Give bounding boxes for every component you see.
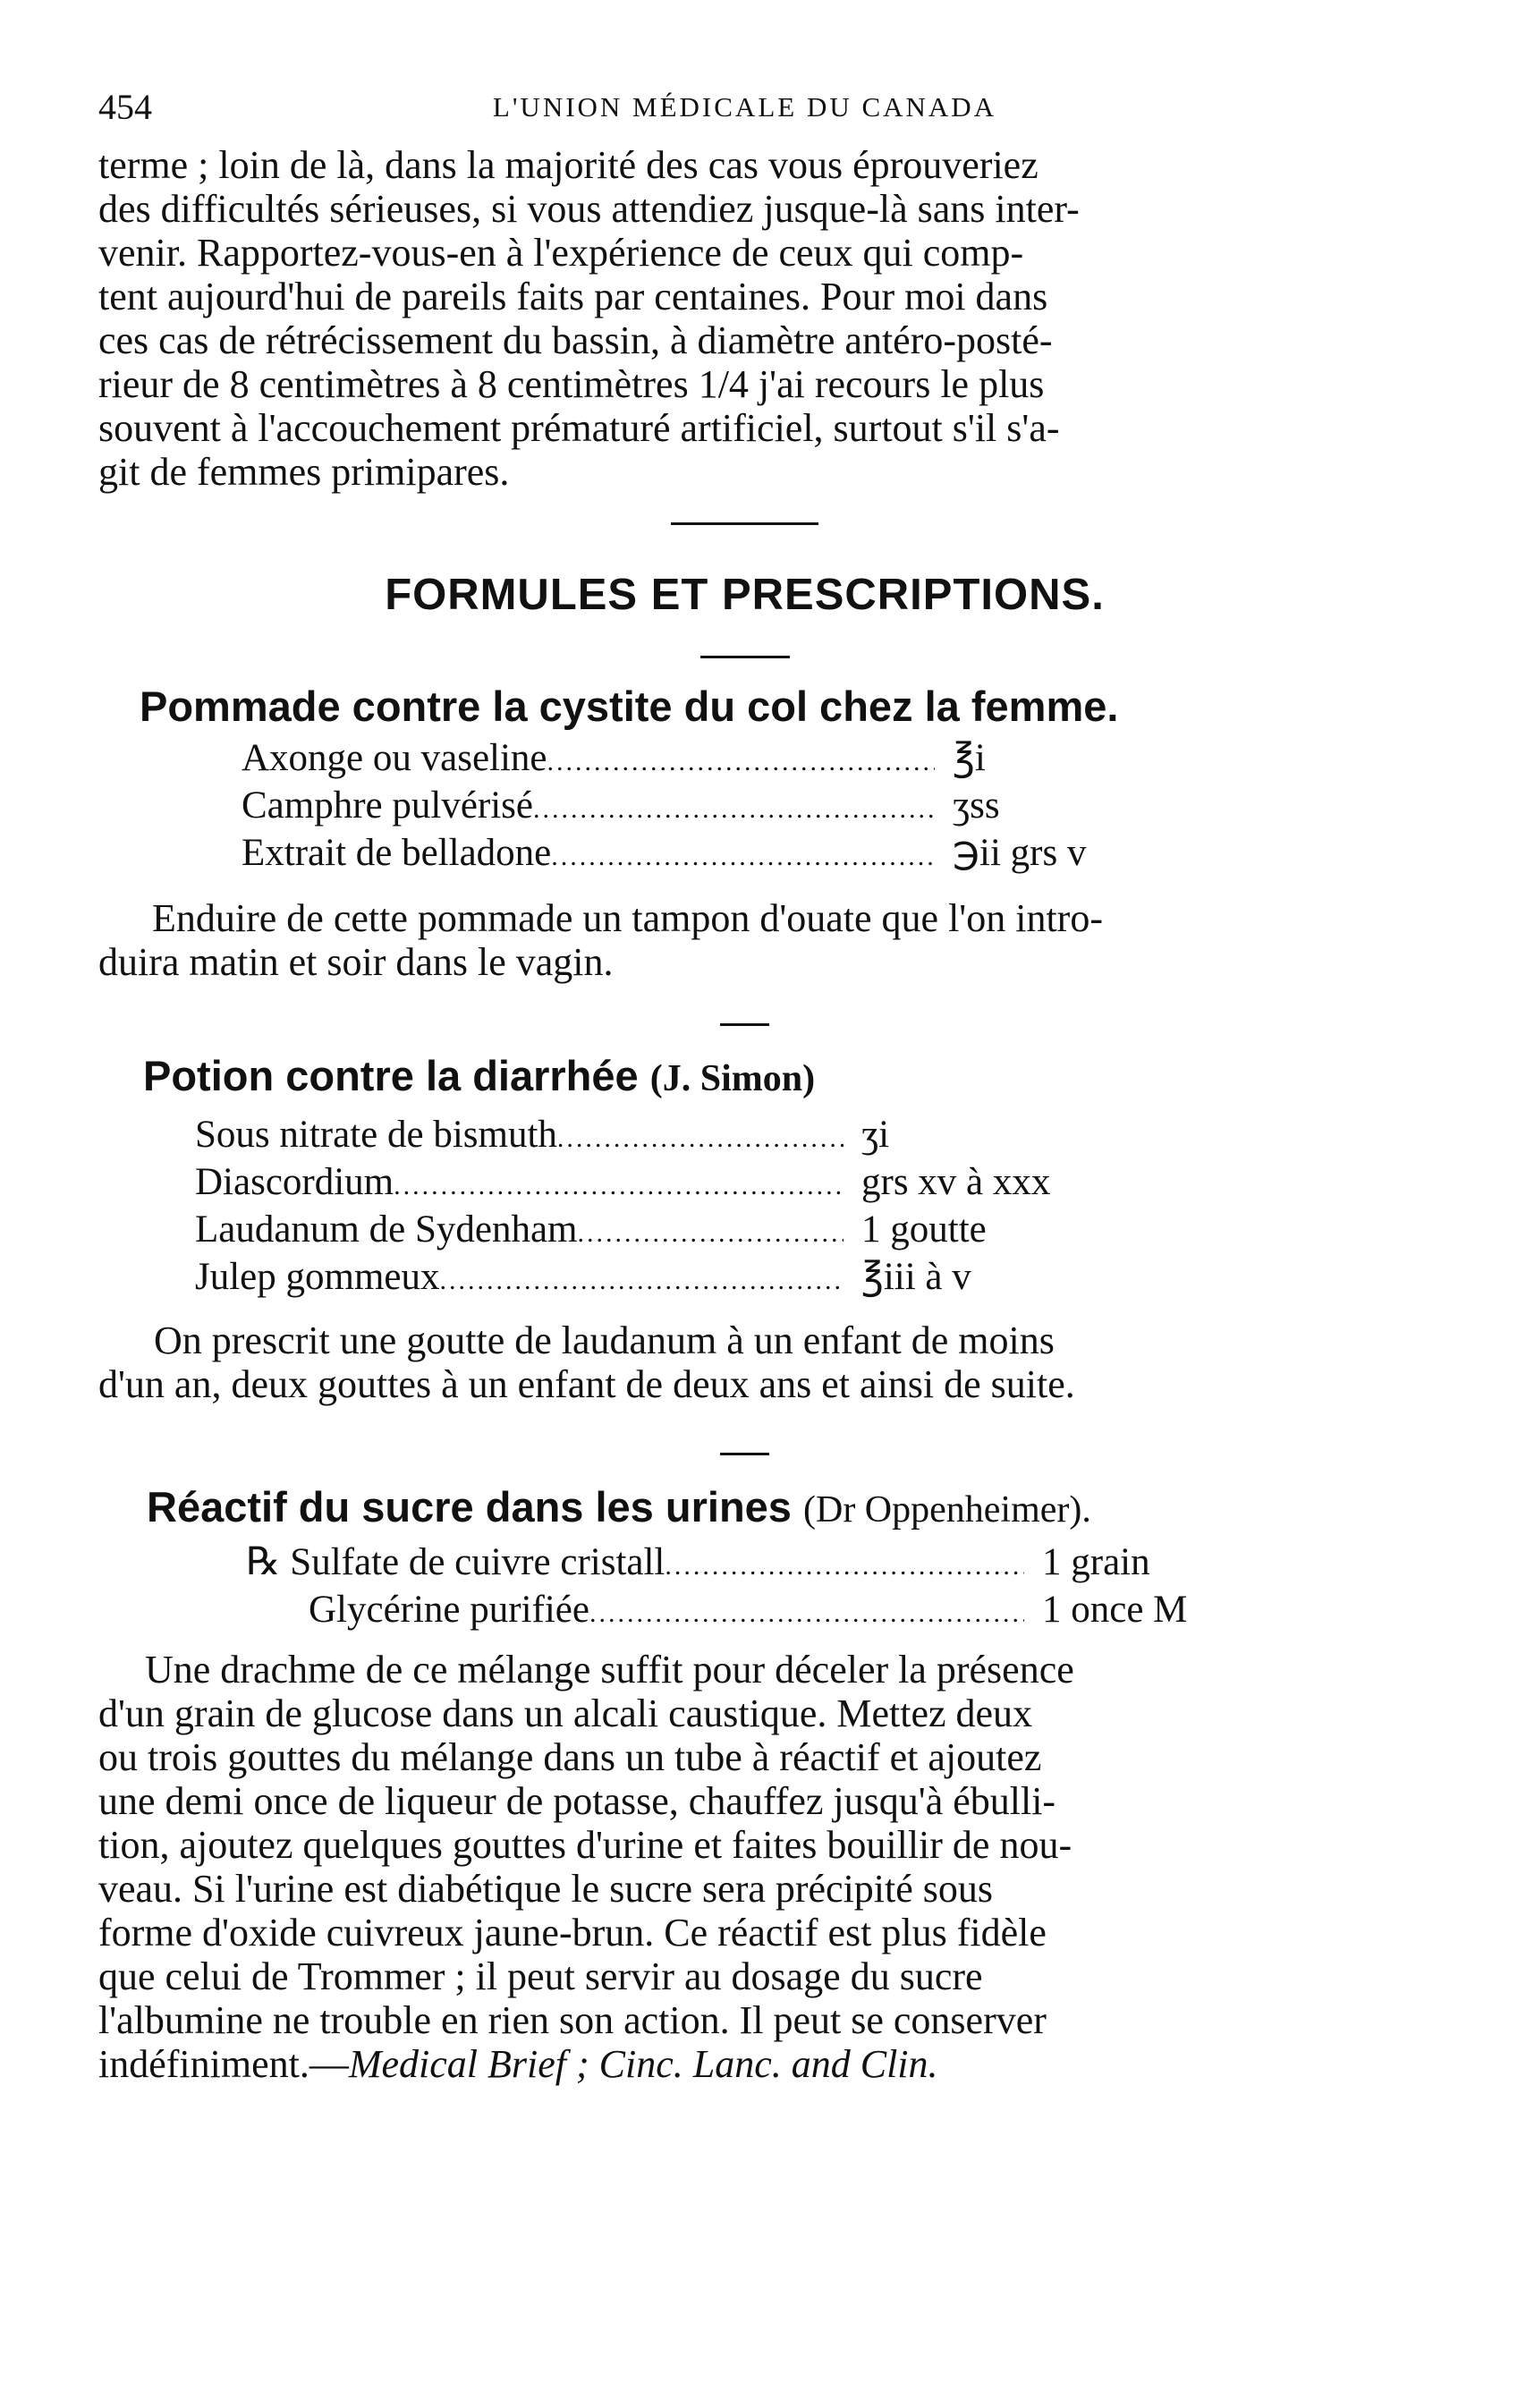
text-line: Une drachme de ce mélange suffit pour déceler la présence [145, 1648, 1074, 1692]
section-title: FORMULES ET PRESCRIPTIONS. [385, 571, 1105, 619]
ingredient-name: Extrait de belladone [242, 832, 552, 874]
formula-author: (Dr Oppenheimer). [803, 1489, 1091, 1530]
leader-dots [533, 787, 935, 831]
text-line: tent aujourd'hui de pareils faits par centaines. Pour moi dans [98, 275, 1048, 318]
text-line: ou trois gouttes du mélange dans un tube à réactif et ajoutez [98, 1735, 1042, 1779]
ingredient-row [246, 1540, 1239, 1588]
closing-text: indéfiniment.— [98, 2042, 349, 2086]
source-citation: Medical Brief ; Cinc. Lanc. and Clin. [348, 2042, 938, 2086]
ingredient-name: Julep gommeux [195, 1256, 440, 1298]
formula-title-text: Potion contre la diarrhée [143, 1052, 639, 1099]
leader-dots [665, 1544, 1024, 1588]
ingredient-name: Glycérine purifiée [309, 1589, 589, 1631]
ingredient-amount: 1 grain [1042, 1541, 1150, 1583]
text-line: d'un grain de glucose dans un alcali caustique. Mettez deux [98, 1692, 1033, 1735]
ingredient-name: Laudanum de Sydenham [195, 1208, 578, 1251]
text-line: d'un an, deux gouttes à un enfant de deux ans et ainsi de suite. [98, 1362, 1075, 1406]
formula-title-text: Pommade contre la cystite du col chez la femme. [140, 683, 1119, 730]
ingredient-list [246, 1540, 1239, 1635]
ingredient-row [195, 1255, 1121, 1302]
text-line: forme d'oxide cuivreux jaune-brun. Ce réactif est plus fidèle [98, 1911, 1047, 1954]
ingredient-amount: ʒi [861, 1114, 890, 1156]
formula-title-text: Réactif du sucre dans les urines [147, 1483, 792, 1530]
text-line: une demi once de liqueur de potasse, chauffez jusqu'à ébulli- [98, 1779, 1056, 1823]
text-line: souvent à l'accouchement prématuré artificiel, surtout s'il s'a- [98, 406, 1060, 450]
formula-divider [720, 1023, 769, 1026]
leader-dots [557, 1116, 844, 1160]
document-page [98, 86, 1391, 2086]
text-line: tion, ajoutez quelques gouttes d'urine et faites bouillir de nou- [98, 1823, 1072, 1867]
text-line: rieur de 8 centimètres à 8 centimètres 1/4 j'ai recours le plus [98, 362, 1045, 406]
leader-dots [440, 1259, 844, 1302]
ingredient-row [195, 1208, 1121, 1255]
formula-author: (J. Simon) [649, 1058, 816, 1099]
ingredient-amount: ℥i [953, 737, 986, 779]
formula-title [98, 1051, 1391, 1100]
formula-divider [720, 1453, 769, 1455]
ingredient-row [246, 1588, 1239, 1635]
section-divider [671, 522, 818, 525]
ingredient-amount: grs xv à xxx [861, 1161, 1051, 1203]
ingredient-row [242, 784, 1136, 831]
ingredient-amount: ℥iii à v [861, 1256, 971, 1298]
ingredient-amount: ℈ii grs v [953, 832, 1087, 874]
formula-instructions [98, 1648, 1391, 2086]
ingredient-row [195, 1113, 1121, 1160]
leader-dots [578, 1211, 844, 1255]
ingredient-amount: 1 once M [1042, 1589, 1188, 1631]
ingredient-name: Axonge ou vaseline [242, 737, 547, 779]
page-number: 454 [98, 87, 152, 127]
text-line: l'albumine ne trouble en rien son action. Il peut se conserver [98, 1998, 1047, 2042]
leader-dots [394, 1164, 844, 1208]
text-line: git de femmes primipares. [98, 450, 510, 494]
leader-dots [589, 1591, 1024, 1635]
text-line: ces cas de rétrécissement du bassin, à diamètre antéro-posté- [98, 318, 1053, 362]
formula-instructions [98, 896, 1391, 984]
text-line [98, 2042, 1391, 2086]
ingredient-name: ℞ Sulfate de cuivre cristall [246, 1541, 666, 1583]
text-line: terme ; loin de là, dans la majorité des cas vous éprouveriez [98, 143, 1039, 187]
text-line: que celui de Trommer ; il peut servir au dosage du sucre [98, 1954, 983, 1998]
leader-dots [547, 740, 935, 784]
ingredient-amount: ʒss [953, 784, 1000, 827]
ingredient-name: Diascordium [195, 1161, 394, 1203]
text-line: duira matin et soir dans le vagin. [98, 940, 614, 984]
text-line: On prescrit une goutte de laudanum à un enfant de moins [154, 1318, 1055, 1362]
ingredient-row [242, 736, 1136, 784]
intro-paragraph [98, 143, 1391, 494]
ingredient-list [195, 1113, 1121, 1302]
formula-title [98, 1482, 1391, 1531]
formula-title [98, 682, 1391, 731]
ingredient-list [242, 736, 1136, 878]
section-divider [700, 656, 790, 658]
text-line: Enduire de cette pommade un tampon d'ouate que l'on intro- [152, 896, 1103, 940]
ingredient-row [195, 1160, 1121, 1208]
journal-title: L'UNION MÉDICALE DU CANADA [492, 91, 997, 123]
ingredient-amount: 1 goutte [861, 1208, 987, 1251]
ingredient-name: Camphre pulvérisé [242, 784, 533, 827]
text-line: veau. Si l'urine est diabétique le sucre sera précipité sous [98, 1867, 994, 1911]
formula-instructions [98, 1318, 1391, 1406]
ingredient-row [242, 831, 1136, 878]
leader-dots [551, 835, 935, 878]
text-line: des difficultés sérieuses, si vous attendiez jusque-là sans inter- [98, 187, 1080, 231]
running-header [98, 86, 1391, 148]
ingredient-name: Sous nitrate de bismuth [195, 1114, 557, 1156]
text-line: venir. Rapportez-vous-en à l'expérience de ceux qui comp- [98, 231, 1024, 275]
